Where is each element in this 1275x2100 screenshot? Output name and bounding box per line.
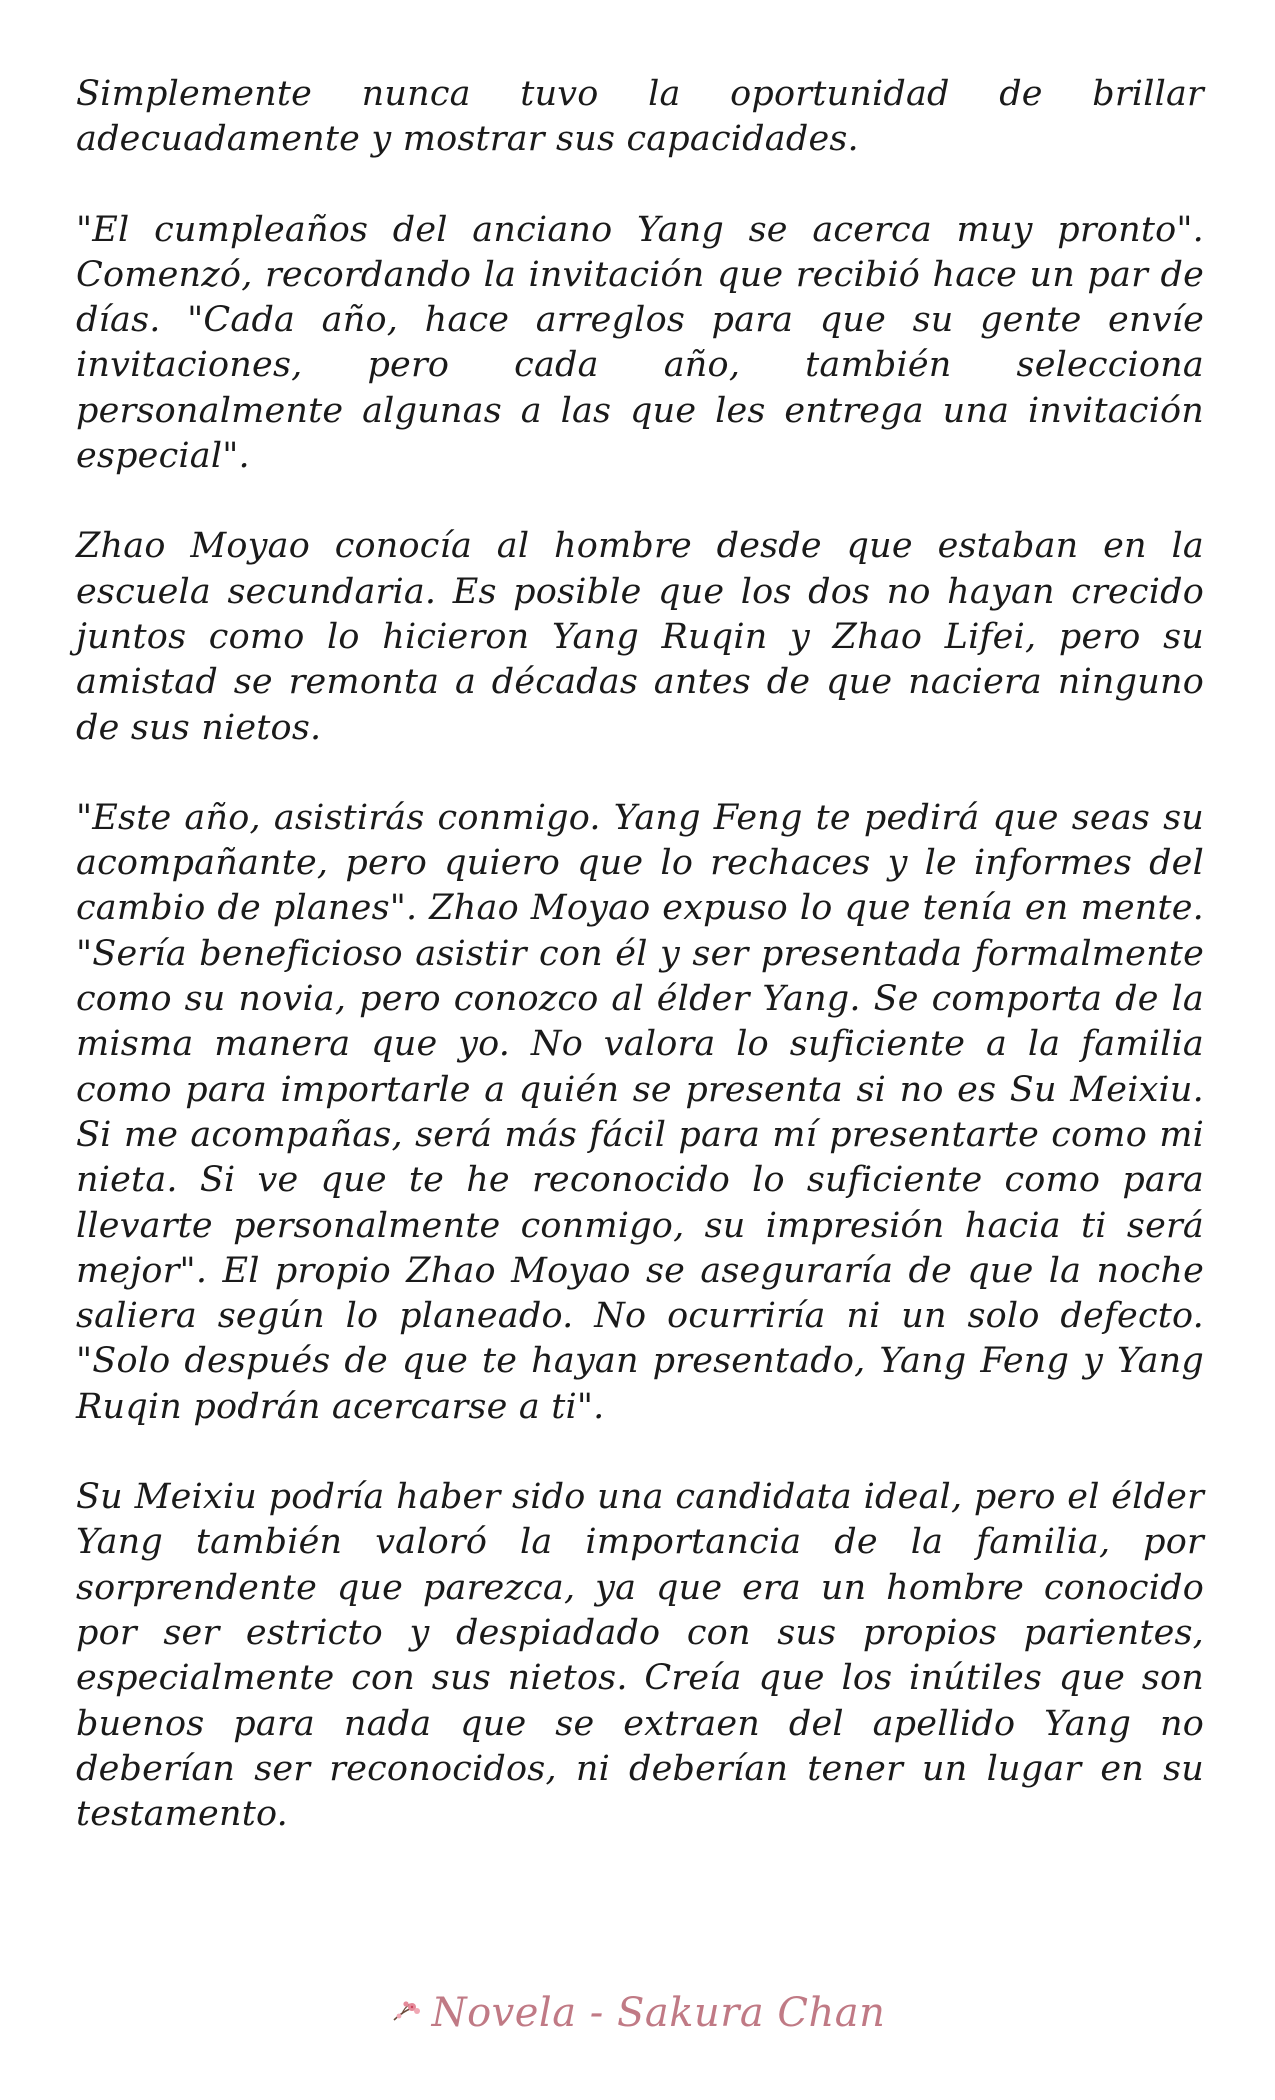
brand-name: Novela - Sakura Chan (431, 1990, 886, 2036)
footer (0, 1988, 1275, 2038)
paragraph-2: "El cumpleaños del anciano Yang se acerca muy pronto". Comenzó, recordando la invitación que recibió hace un par de días. "Cada año, hace arreglos para que su gente envíe invitaciones, pero cada año, también selecciona personalmente algunas a las que les entrega una invitación especial". (76, 209, 1204, 477)
brand-logo (390, 1990, 886, 2036)
document-body (76, 72, 1204, 1882)
paragraph-4: "Este año, asistirás conmigo. Yang Feng te pedirá que seas su acompañante, pero quiero que lo rechaces y le informes del cambio de planes". Zhao Moyao expuso lo que tenía en mente. "Sería beneficioso asistir con él y ser presentada formalmente como su novia, pero conozco al élder Yang. Se comporta de la misma manera que yo. No valora lo suficiente a la familia como para importarle a quién se presenta si no es Su Meixiu. Si me acompañas, será más fácil para mí presentarte como mi nieta. Si ve que te he reconocido lo suficiente como para llevarte personalmente conmigo, su impresión hacia ti será mejor". El propio Zhao Moyao se aseguraría de que la noche saliera según lo planeado. No ocurriría ni un solo defecto. "Solo después de que te hayan presentado, Yang Feng y Yang Ruqin podrán acercarse a ti". (76, 797, 1204, 1427)
paragraph-1: Simplemente nunca tuvo la oportunidad de brillar adecuadamente y mostrar sus capacidades. (76, 74, 1204, 160)
paragraph-3: Zhao Moyao conocía al hombre desde que estaban en la escuela secundaria. Es posible que los dos no hayan crecido juntos como lo hicieron Yang Ruqin y Zhao Lifei, pero su amistad se remonta a décadas antes de que naciera ninguno de sus nietos. (76, 526, 1204, 748)
sakura-flower-icon (390, 1998, 424, 2028)
paragraph-5: Su Meixiu podría haber sido una candidata ideal, pero el élder Yang también valoró la importancia de la familia, por sorprendente que parezca, ya que era un hombre conocido por ser estricto y despiadado con sus propios parientes, especialmente con sus nietos. Creía que los inútiles que son buenos para nada que se extraen del apellido Yang no deberían ser reconocidos, ni deberían tener un lugar en su testamento. (76, 1477, 1204, 1835)
